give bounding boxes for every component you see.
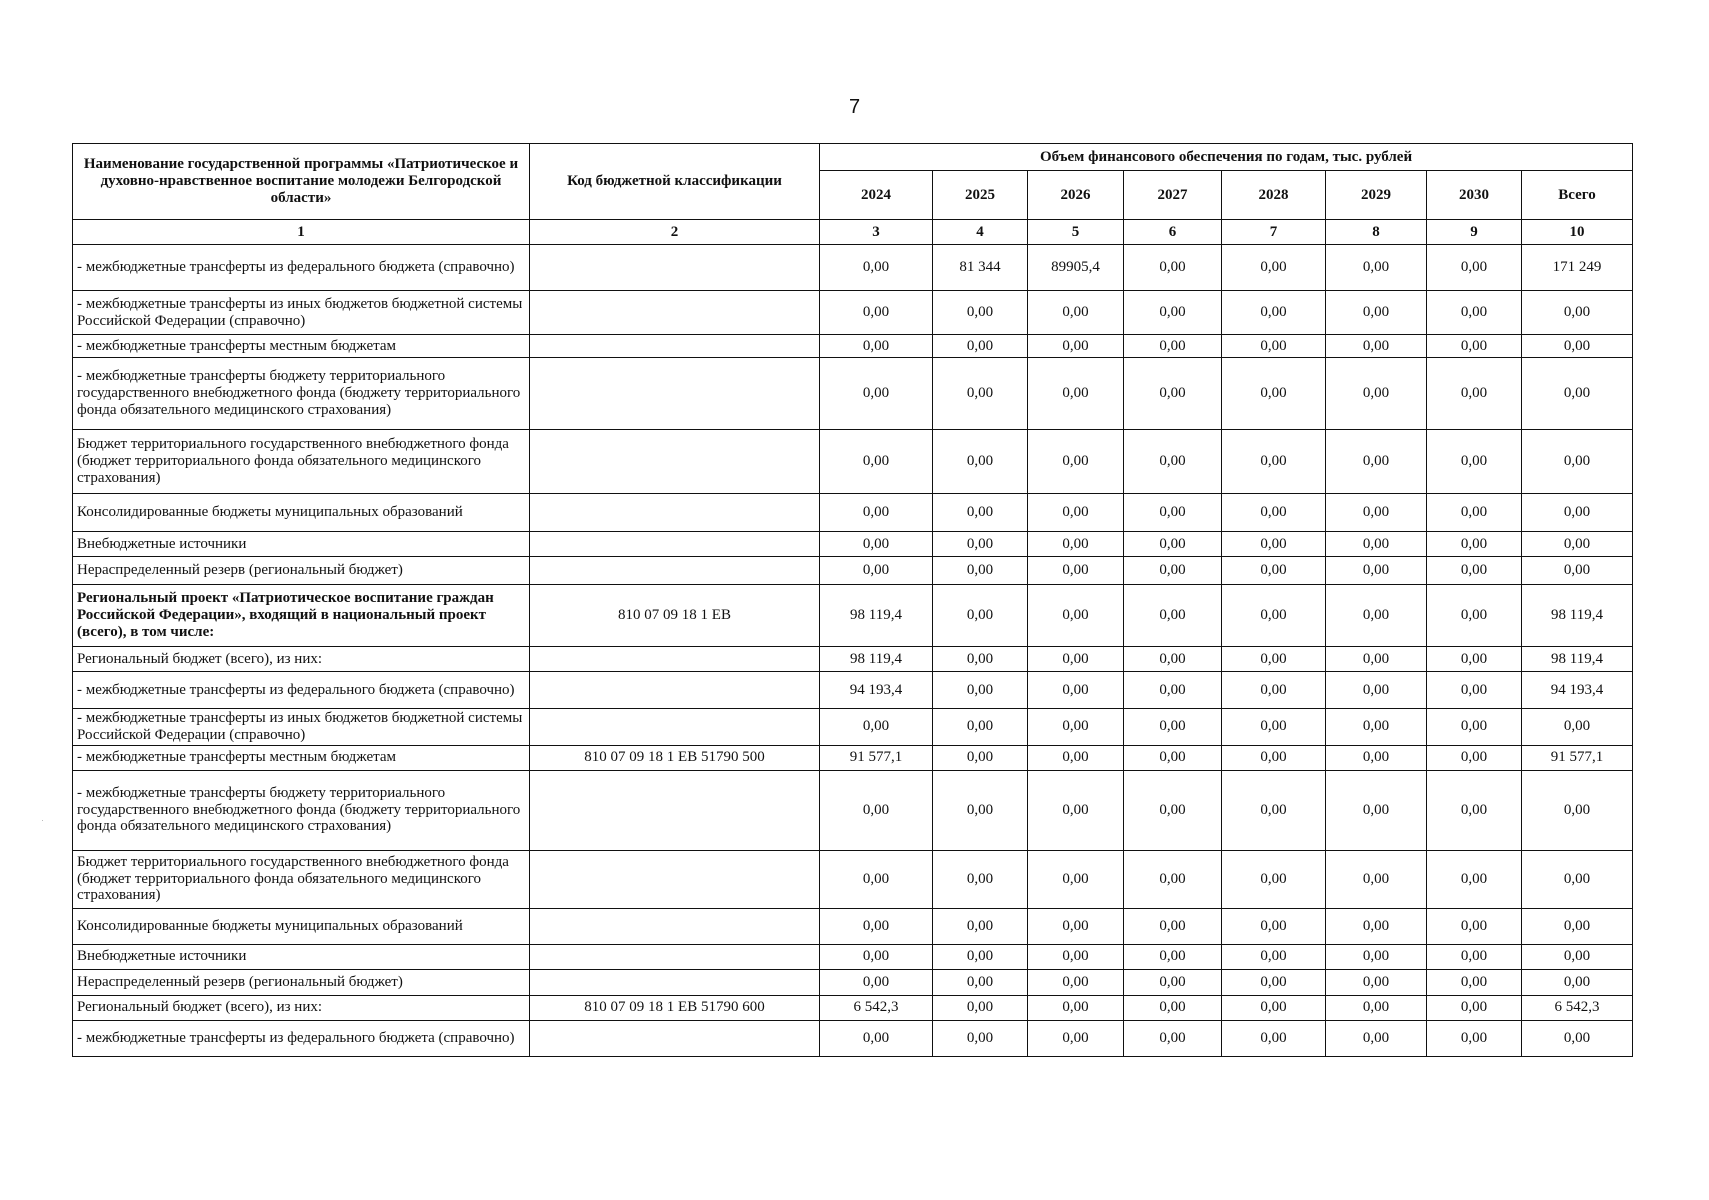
budget-code-cell xyxy=(530,850,820,908)
year-value-cell: 0,00 xyxy=(933,335,1028,358)
year-value-cell: 0,00 xyxy=(1124,850,1222,908)
total-value-cell: 94 193,4 xyxy=(1522,672,1633,709)
total-header: Всего xyxy=(1522,171,1633,220)
year-value-cell: 0,00 xyxy=(1326,969,1427,995)
scan-speck xyxy=(42,820,43,821)
row-name-cell: - межбюджетные трансферты из федерального бюджета (справочно) xyxy=(73,672,530,709)
year-value-cell: 0,00 xyxy=(1427,709,1522,746)
year-value-cell: 0,00 xyxy=(933,358,1028,430)
row-name-cell: Бюджет территориального государственного внебюджетного фонда (бюджет территориального фонда обязательного медицинского страхования) xyxy=(73,430,530,494)
year-value-cell: 0,00 xyxy=(933,850,1028,908)
table-row xyxy=(73,850,1633,908)
year-value-cell: 0,00 xyxy=(820,494,933,532)
budget-code-cell xyxy=(530,291,820,335)
year-value-cell: 81 344 xyxy=(933,245,1028,291)
budget-code-cell xyxy=(530,335,820,358)
year-header: 2025 xyxy=(933,171,1028,220)
year-value-cell: 0,00 xyxy=(1427,944,1522,969)
year-value-cell: 0,00 xyxy=(1028,585,1124,647)
year-value-cell: 0,00 xyxy=(1427,585,1522,647)
year-value-cell: 0,00 xyxy=(1427,969,1522,995)
year-value-cell: 0,00 xyxy=(1222,335,1326,358)
row-name-cell: - межбюджетные трансферты из иных бюджетов бюджетной системы Российской Федерации (справочно) xyxy=(73,291,530,335)
year-value-cell: 0,00 xyxy=(933,969,1028,995)
column-number: 4 xyxy=(933,220,1028,245)
year-value-cell: 0,00 xyxy=(1427,908,1522,944)
year-header: 2030 xyxy=(1427,171,1522,220)
year-value-cell: 0,00 xyxy=(1326,291,1427,335)
year-value-cell: 0,00 xyxy=(933,745,1028,770)
program-title-header: Наименование государственной программы «Патриотическое и духовно-нравственное воспитание молодежи Белгородской области» xyxy=(73,144,530,220)
budget-code-cell xyxy=(530,969,820,995)
year-value-cell: 0,00 xyxy=(933,672,1028,709)
budget-code-cell xyxy=(530,532,820,557)
table-row xyxy=(73,335,1633,358)
year-value-cell: 0,00 xyxy=(1222,557,1326,585)
year-value-cell: 0,00 xyxy=(1222,1020,1326,1056)
column-number: 1 xyxy=(73,220,530,245)
year-value-cell: 0,00 xyxy=(1222,850,1326,908)
year-value-cell: 0,00 xyxy=(1326,494,1427,532)
year-value-cell: 0,00 xyxy=(933,647,1028,672)
year-value-cell: 0,00 xyxy=(1326,358,1427,430)
year-value-cell: 0,00 xyxy=(1326,430,1427,494)
year-value-cell: 0,00 xyxy=(1427,995,1522,1020)
column-number: 7 xyxy=(1222,220,1326,245)
year-header: 2029 xyxy=(1326,171,1427,220)
year-value-cell: 0,00 xyxy=(1222,745,1326,770)
year-value-cell: 0,00 xyxy=(820,1020,933,1056)
table-row xyxy=(73,672,1633,709)
year-value-cell: 0,00 xyxy=(1222,494,1326,532)
year-value-cell: 0,00 xyxy=(1222,291,1326,335)
year-value-cell: 91 577,1 xyxy=(820,745,933,770)
year-value-cell: 0,00 xyxy=(1222,969,1326,995)
year-value-cell: 0,00 xyxy=(820,245,933,291)
year-value-cell: 0,00 xyxy=(1124,532,1222,557)
year-value-cell: 0,00 xyxy=(1326,944,1427,969)
year-value-cell: 0,00 xyxy=(1124,430,1222,494)
year-value-cell: 94 193,4 xyxy=(820,672,933,709)
row-name-cell: Нераспределенный резерв (региональный бюджет) xyxy=(73,969,530,995)
year-value-cell: 0,00 xyxy=(1028,995,1124,1020)
budget-code-cell: 810 07 09 18 1 ЕВ xyxy=(530,585,820,647)
year-value-cell: 0,00 xyxy=(1028,944,1124,969)
year-value-cell: 0,00 xyxy=(1124,335,1222,358)
total-value-cell: 0,00 xyxy=(1522,532,1633,557)
year-value-cell: 0,00 xyxy=(1222,995,1326,1020)
year-value-cell: 0,00 xyxy=(1326,908,1427,944)
table-row xyxy=(73,557,1633,585)
year-value-cell: 0,00 xyxy=(1124,995,1222,1020)
total-value-cell: 0,00 xyxy=(1522,291,1633,335)
year-value-cell: 0,00 xyxy=(1427,1020,1522,1056)
row-name-cell: - межбюджетные трансферты из федерального бюджета (справочно) xyxy=(73,1020,530,1056)
table-row xyxy=(73,1020,1633,1056)
table-row xyxy=(73,709,1633,746)
budget-code-cell xyxy=(530,944,820,969)
year-value-cell: 0,00 xyxy=(1427,494,1522,532)
total-value-cell: 98 119,4 xyxy=(1522,585,1633,647)
table-row xyxy=(73,585,1633,647)
year-value-cell: 0,00 xyxy=(1222,532,1326,557)
total-value-cell: 0,00 xyxy=(1522,335,1633,358)
year-value-cell: 0,00 xyxy=(820,358,933,430)
column-number: 6 xyxy=(1124,220,1222,245)
budget-code-cell xyxy=(530,1020,820,1056)
table-header xyxy=(73,144,1633,245)
row-name-cell: - межбюджетные трансферты бюджету территориального государственного внебюджетного фонда (бюджету территориального фонда обязательного медицинского страхования) xyxy=(73,358,530,430)
year-value-cell: 0,00 xyxy=(1028,430,1124,494)
row-name-cell: Региональный проект «Патриотическое воспитание граждан Российской Федерации», входящий в национальный проект (всего), в том числе: xyxy=(73,585,530,647)
row-name-cell: Консолидированные бюджеты муниципальных образований xyxy=(73,494,530,532)
total-value-cell: 0,00 xyxy=(1522,770,1633,850)
row-name-cell: - межбюджетные трансферты из иных бюджетов бюджетной системы Российской Федерации (справочно) xyxy=(73,709,530,746)
column-number: 5 xyxy=(1028,220,1124,245)
table-row xyxy=(73,908,1633,944)
year-value-cell: 0,00 xyxy=(1427,291,1522,335)
year-value-cell: 0,00 xyxy=(820,969,933,995)
year-value-cell: 0,00 xyxy=(1427,770,1522,850)
row-name-cell: - межбюджетные трансферты местным бюджетам xyxy=(73,745,530,770)
year-value-cell: 0,00 xyxy=(1124,908,1222,944)
table-row xyxy=(73,770,1633,850)
year-value-cell: 0,00 xyxy=(820,944,933,969)
year-value-cell: 0,00 xyxy=(820,532,933,557)
budget-code-cell xyxy=(530,557,820,585)
year-value-cell: 89905,4 xyxy=(1028,245,1124,291)
year-value-cell: 0,00 xyxy=(1028,358,1124,430)
year-value-cell: 0,00 xyxy=(933,1020,1028,1056)
total-value-cell: 171 249 xyxy=(1522,245,1633,291)
row-name-cell: - межбюджетные трансферты местным бюджетам xyxy=(73,335,530,358)
table-body xyxy=(73,245,1633,1057)
total-value-cell: 0,00 xyxy=(1522,709,1633,746)
year-value-cell: 0,00 xyxy=(1028,745,1124,770)
year-value-cell: 0,00 xyxy=(1124,672,1222,709)
table-row xyxy=(73,245,1633,291)
year-value-cell: 0,00 xyxy=(1326,647,1427,672)
year-header: 2026 xyxy=(1028,171,1124,220)
year-value-cell: 0,00 xyxy=(1124,585,1222,647)
column-number: 9 xyxy=(1427,220,1522,245)
table-row xyxy=(73,358,1633,430)
total-value-cell: 0,00 xyxy=(1522,908,1633,944)
row-name-cell: Внебюджетные источники xyxy=(73,944,530,969)
year-value-cell: 6 542,3 xyxy=(820,995,933,1020)
year-value-cell: 0,00 xyxy=(1028,647,1124,672)
year-value-cell: 0,00 xyxy=(1124,709,1222,746)
total-value-cell: 0,00 xyxy=(1522,430,1633,494)
year-value-cell: 0,00 xyxy=(820,335,933,358)
year-value-cell: 0,00 xyxy=(1028,850,1124,908)
year-value-cell: 0,00 xyxy=(933,995,1028,1020)
year-value-cell: 0,00 xyxy=(933,770,1028,850)
year-value-cell: 0,00 xyxy=(1427,850,1522,908)
total-value-cell: 0,00 xyxy=(1522,358,1633,430)
table-row xyxy=(73,494,1633,532)
budget-code-cell xyxy=(530,672,820,709)
year-value-cell: 0,00 xyxy=(933,557,1028,585)
year-value-cell: 0,00 xyxy=(933,494,1028,532)
year-value-cell: 0,00 xyxy=(820,908,933,944)
budget-code-cell xyxy=(530,430,820,494)
table-row xyxy=(73,647,1633,672)
budget-code-cell xyxy=(530,494,820,532)
table-row xyxy=(73,969,1633,995)
year-value-cell: 0,00 xyxy=(1326,532,1427,557)
budget-table xyxy=(72,143,1633,1057)
year-value-cell: 0,00 xyxy=(1124,969,1222,995)
year-value-cell: 0,00 xyxy=(933,944,1028,969)
year-value-cell: 0,00 xyxy=(1124,557,1222,585)
code-title-header: Код бюджетной классификации xyxy=(530,144,820,220)
budget-code-cell xyxy=(530,709,820,746)
year-value-cell: 0,00 xyxy=(1427,647,1522,672)
table-row xyxy=(73,995,1633,1020)
year-value-cell: 0,00 xyxy=(1124,358,1222,430)
column-number: 10 xyxy=(1522,220,1633,245)
row-name-cell: Нераспределенный резерв (региональный бюджет) xyxy=(73,557,530,585)
row-name-cell: Бюджет территориального государственного внебюджетного фонда (бюджет территориального фонда обязательного медицинского страхования) xyxy=(73,850,530,908)
year-value-cell: 0,00 xyxy=(1326,672,1427,709)
year-value-cell: 0,00 xyxy=(1222,944,1326,969)
row-name-cell: Внебюджетные источники xyxy=(73,532,530,557)
year-value-cell: 0,00 xyxy=(1028,908,1124,944)
year-header: 2028 xyxy=(1222,171,1326,220)
year-value-cell: 0,00 xyxy=(1427,532,1522,557)
total-value-cell: 0,00 xyxy=(1522,1020,1633,1056)
total-value-cell: 0,00 xyxy=(1522,557,1633,585)
year-header: 2027 xyxy=(1124,171,1222,220)
year-value-cell: 0,00 xyxy=(1427,672,1522,709)
year-value-cell: 0,00 xyxy=(933,709,1028,746)
year-value-cell: 0,00 xyxy=(1028,494,1124,532)
column-number: 3 xyxy=(820,220,933,245)
year-value-cell: 0,00 xyxy=(1326,585,1427,647)
page-number: 7 xyxy=(848,96,861,118)
volume-title-header: Объем финансового обеспечения по годам, тыс. рублей xyxy=(820,144,1633,171)
year-value-cell: 0,00 xyxy=(1028,291,1124,335)
year-value-cell: 0,00 xyxy=(1326,745,1427,770)
year-value-cell: 0,00 xyxy=(1028,672,1124,709)
year-value-cell: 0,00 xyxy=(1124,245,1222,291)
year-value-cell: 0,00 xyxy=(1427,557,1522,585)
year-value-cell: 0,00 xyxy=(933,430,1028,494)
year-value-cell: 0,00 xyxy=(1124,944,1222,969)
year-value-cell: 0,00 xyxy=(1222,585,1326,647)
year-value-cell: 0,00 xyxy=(820,291,933,335)
year-value-cell: 0,00 xyxy=(933,585,1028,647)
year-value-cell: 0,00 xyxy=(1326,850,1427,908)
budget-code-cell xyxy=(530,770,820,850)
year-value-cell: 0,00 xyxy=(1028,709,1124,746)
budget-code-cell xyxy=(530,245,820,291)
year-value-cell: 0,00 xyxy=(1124,494,1222,532)
table-row xyxy=(73,944,1633,969)
year-value-cell: 0,00 xyxy=(1124,745,1222,770)
year-value-cell: 0,00 xyxy=(1028,1020,1124,1056)
budget-code-cell: 810 07 09 18 1 ЕВ 51790 600 xyxy=(530,995,820,1020)
year-value-cell: 0,00 xyxy=(1326,709,1427,746)
year-value-cell: 0,00 xyxy=(1124,291,1222,335)
row-name-cell: - межбюджетные трансферты из федерального бюджета (справочно) xyxy=(73,245,530,291)
budget-code-cell xyxy=(530,908,820,944)
table-row xyxy=(73,532,1633,557)
year-value-cell: 0,00 xyxy=(1028,335,1124,358)
year-value-cell: 0,00 xyxy=(1326,557,1427,585)
year-value-cell: 0,00 xyxy=(1326,995,1427,1020)
year-value-cell: 0,00 xyxy=(1427,430,1522,494)
year-value-cell: 0,00 xyxy=(1222,908,1326,944)
total-value-cell: 0,00 xyxy=(1522,850,1633,908)
year-value-cell: 0,00 xyxy=(1427,335,1522,358)
year-value-cell: 0,00 xyxy=(933,532,1028,557)
year-value-cell: 0,00 xyxy=(1427,745,1522,770)
budget-code-cell xyxy=(530,358,820,430)
row-name-cell: - межбюджетные трансферты бюджету территориального государственного внебюджетного фонда (бюджету территориального фонда обязательного медицинского страхования) xyxy=(73,770,530,850)
year-value-cell: 0,00 xyxy=(1326,245,1427,291)
year-value-cell: 0,00 xyxy=(1222,647,1326,672)
year-value-cell: 0,00 xyxy=(1124,647,1222,672)
year-header: 2024 xyxy=(820,171,933,220)
year-value-cell: 0,00 xyxy=(1222,245,1326,291)
year-value-cell: 0,00 xyxy=(820,770,933,850)
year-value-cell: 98 119,4 xyxy=(820,585,933,647)
year-value-cell: 0,00 xyxy=(1326,770,1427,850)
budget-code-cell: 810 07 09 18 1 ЕВ 51790 500 xyxy=(530,745,820,770)
year-value-cell: 0,00 xyxy=(1326,335,1427,358)
total-value-cell: 0,00 xyxy=(1522,969,1633,995)
table-row xyxy=(73,430,1633,494)
table-row xyxy=(73,745,1633,770)
year-value-cell: 0,00 xyxy=(1222,770,1326,850)
total-value-cell: 6 542,3 xyxy=(1522,995,1633,1020)
year-value-cell: 0,00 xyxy=(1124,770,1222,850)
year-value-cell: 0,00 xyxy=(1427,245,1522,291)
year-value-cell: 0,00 xyxy=(1124,1020,1222,1056)
budget-code-cell xyxy=(530,647,820,672)
row-name-cell: Консолидированные бюджеты муниципальных образований xyxy=(73,908,530,944)
year-value-cell: 0,00 xyxy=(1427,358,1522,430)
year-value-cell: 0,00 xyxy=(1222,709,1326,746)
total-value-cell: 0,00 xyxy=(1522,944,1633,969)
column-number: 2 xyxy=(530,220,820,245)
row-name-cell: Региональный бюджет (всего), из них: xyxy=(73,647,530,672)
year-value-cell: 0,00 xyxy=(933,291,1028,335)
total-value-cell: 0,00 xyxy=(1522,494,1633,532)
year-value-cell: 0,00 xyxy=(1028,532,1124,557)
year-value-cell: 0,00 xyxy=(820,557,933,585)
total-value-cell: 98 119,4 xyxy=(1522,647,1633,672)
year-value-cell: 0,00 xyxy=(820,709,933,746)
year-value-cell: 0,00 xyxy=(1222,672,1326,709)
year-value-cell: 0,00 xyxy=(1028,969,1124,995)
year-value-cell: 0,00 xyxy=(820,430,933,494)
row-name-cell: Региональный бюджет (всего), из них: xyxy=(73,995,530,1020)
table-row xyxy=(73,291,1633,335)
column-number: 8 xyxy=(1326,220,1427,245)
year-value-cell: 0,00 xyxy=(820,850,933,908)
year-value-cell: 0,00 xyxy=(1326,1020,1427,1056)
total-value-cell: 91 577,1 xyxy=(1522,745,1633,770)
year-value-cell: 0,00 xyxy=(933,908,1028,944)
year-value-cell: 98 119,4 xyxy=(820,647,933,672)
year-value-cell: 0,00 xyxy=(1222,430,1326,494)
year-value-cell: 0,00 xyxy=(1222,358,1326,430)
year-value-cell: 0,00 xyxy=(1028,770,1124,850)
year-value-cell: 0,00 xyxy=(1028,557,1124,585)
